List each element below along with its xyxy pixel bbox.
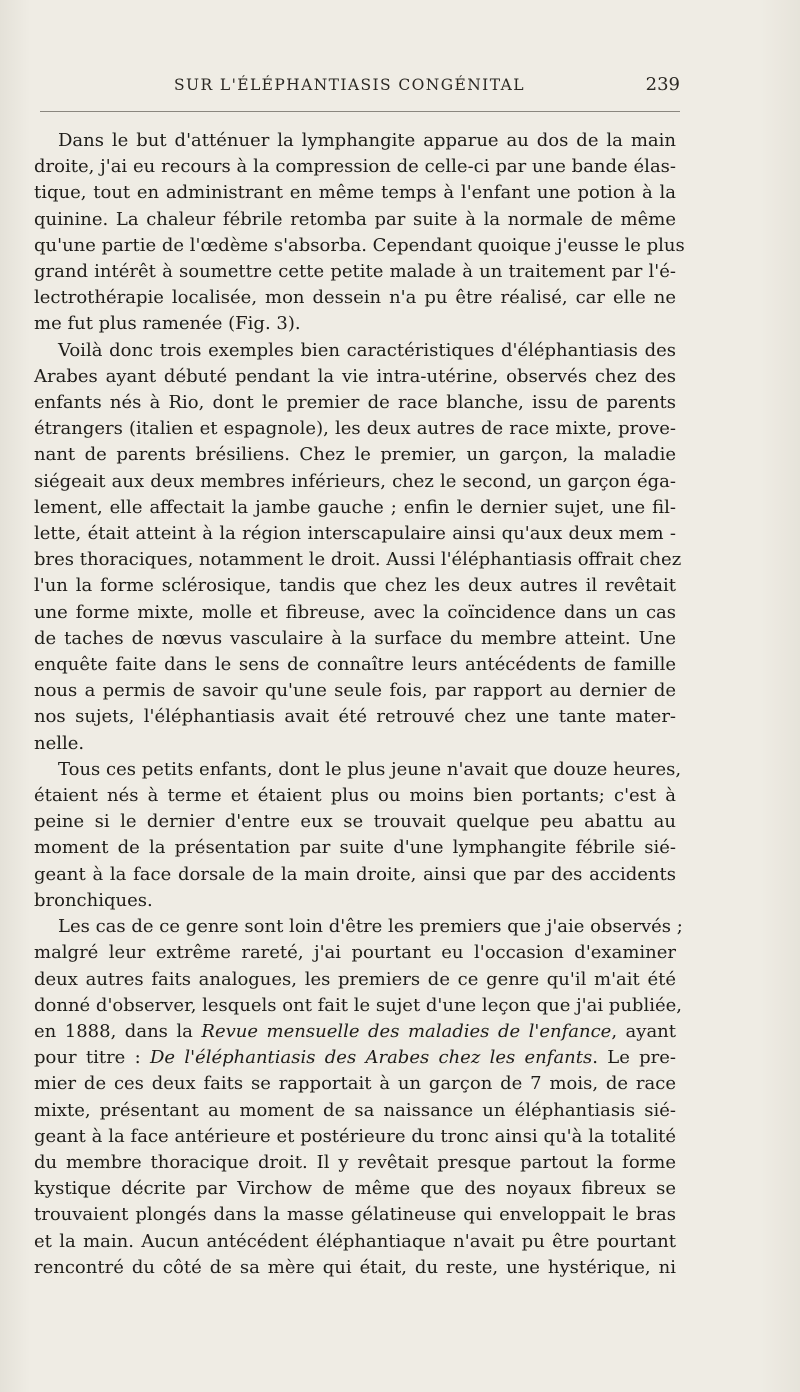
text-line: Voilà donc trois exemples bien caractéristiques d'éléphantiasis des (58, 339, 676, 361)
running-title: SUR L'ÉLÉPHANTIASIS CONGÉNITAL (174, 76, 525, 94)
text-line: Les cas de ce genre sont loin d'être les premiers que j'aie observés ; (58, 916, 683, 938)
text-line: l'un la forme sclérosique, tandis que chez les deux autres il revêtait (34, 575, 676, 597)
text-line: mier de ces deux faits se rapportait à un garçon de 7 mois, de race (34, 1073, 676, 1095)
text-line: tique, tout en administrant en même temps à l'enfant une potion à la (34, 182, 676, 204)
page-number: 239 (645, 74, 680, 95)
text-line: de taches de nœvus vasculaire à la surface du membre atteint. Une (34, 627, 676, 649)
text-line: peine si le dernier d'entre eux se trouvait quelque peu abattu au (34, 811, 676, 833)
text-line: geant à la face dorsale de la main droite, ainsi que par des accidents (34, 863, 676, 885)
text-fragment: , ayant (611, 1020, 677, 1042)
text-line: rencontré du côté de sa mère qui était, du reste, une hystérique, ni (34, 1256, 676, 1278)
paragraph-4 (34, 914, 683, 1281)
text-line: siégeait aux deux membres inférieurs, chez le second, un garçon éga- (34, 470, 676, 492)
journal-title: Revue mensuelle des maladies de l'enfance (201, 1020, 612, 1042)
text-line: une forme mixte, molle et fibreuse, avec la coïncidence dans un cas (34, 601, 676, 623)
text-line: bronchiques. (34, 889, 153, 911)
paragraph-2 (34, 338, 682, 757)
text-line: bres thoraciques, notamment le droit. Aussi l'éléphantiasis offrait chez (34, 549, 682, 571)
text-line: mixte, présentant au moment de sa naissance un éléphantiasis sié- (34, 1099, 676, 1121)
text-line: Arabes ayant débuté pendant la vie intra-utérine, observés chez des (34, 365, 676, 387)
text-line: du membre thoracique droit. Il y revêtait presque partout la forme (34, 1151, 676, 1173)
text-fragment: en 1888, dans la (34, 1020, 202, 1042)
page-header (34, 72, 680, 102)
text-line: nous a permis de savoir qu'une seule fois, par rapport au dernier de (34, 680, 676, 702)
text-line: nant de parents brésiliens. Chez le premier, un garçon, la maladie (34, 444, 676, 466)
text-line: trouvaient plongés dans la masse gélatineuse qui enveloppait le bras (34, 1204, 676, 1226)
text-line: deux autres faits analogues, les premiers de ce genre qu'il m'ait été (34, 968, 676, 990)
text-line: kystique décrite par Virchow de même que des noyaux fibreux se (34, 1178, 676, 1200)
text-line: Dans le but d'atténuer la lymphangite apparue au dos de la main (58, 130, 676, 151)
text-line: malgré leur extrême rareté, j'ai pourtant eu l'occasion d'examiner (34, 942, 676, 964)
text-line: Tous ces petits enfants, dont le plus jeune n'avait que douze heures, (58, 758, 682, 780)
text-line: enquête faite dans le sens de connaître leurs antécédents de famille (34, 654, 676, 676)
header-rule (40, 111, 680, 112)
text-line: qu'une partie de l'œdème s'absorba. Cependant quoique j'eusse le plus (34, 234, 685, 256)
text-line: nelle. (34, 732, 85, 754)
text-line: donné d'observer, lesquels ont fait le sujet d'une leçon que j'ai publiée, (34, 994, 682, 1016)
paragraph-1 (34, 128, 685, 338)
text-line: lement, elle affectait la jambe gauche ; enfin le dernier sujet, une fil- (34, 496, 676, 518)
text-line: et la main. Aucun antécédent éléphantiaque n'avait pu être pourtant (34, 1230, 676, 1252)
body-text (34, 128, 685, 1281)
article-title: De l'éléphantiasis des Arabes chez les enfants (149, 1047, 593, 1069)
text-fragment: . Le pre- (592, 1047, 676, 1069)
paragraph-3 (34, 757, 682, 914)
text-line: grand intérêt à soumettre cette petite malade à un traitement par l'é- (34, 261, 676, 283)
text-line: étaient nés à terme et étaient plus ou moins bien portants; c'est à (34, 785, 676, 807)
text-line: lectrothérapie localisée, mon dessein n'a pu être réalisé, car elle ne (34, 287, 676, 309)
text-line: me fut plus ramenée (Fig. 3). (34, 313, 301, 335)
text-line: droite, j'ai eu recours à la compression de celle-ci par une bande élas- (34, 156, 676, 178)
text-line: enfants nés à Rio, dont le premier de race blanche, issu de parents (34, 392, 676, 414)
text-fragment: pour titre : (34, 1047, 150, 1069)
text-line: quinine. La chaleur fébrile retomba par suite à la normale de même (34, 208, 676, 230)
text-line-journal (34, 1019, 676, 1045)
text-line: lette, était atteint à la région interscapulaire ainsi qu'aux deux mem - (34, 523, 676, 545)
text-line: nos sujets, l'éléphantiasis avait été retrouvé chez une tante mater- (34, 706, 676, 728)
text-line: geant à la face antérieure et postérieure du tronc ainsi qu'à la totalité (34, 1125, 676, 1147)
text-line: moment de la présentation par suite d'une lymphangite fébrile sié- (34, 837, 676, 859)
text-line-article (34, 1045, 676, 1071)
text-line: étrangers (italien et espagnole), les deux autres de race mixte, prove- (34, 418, 676, 440)
